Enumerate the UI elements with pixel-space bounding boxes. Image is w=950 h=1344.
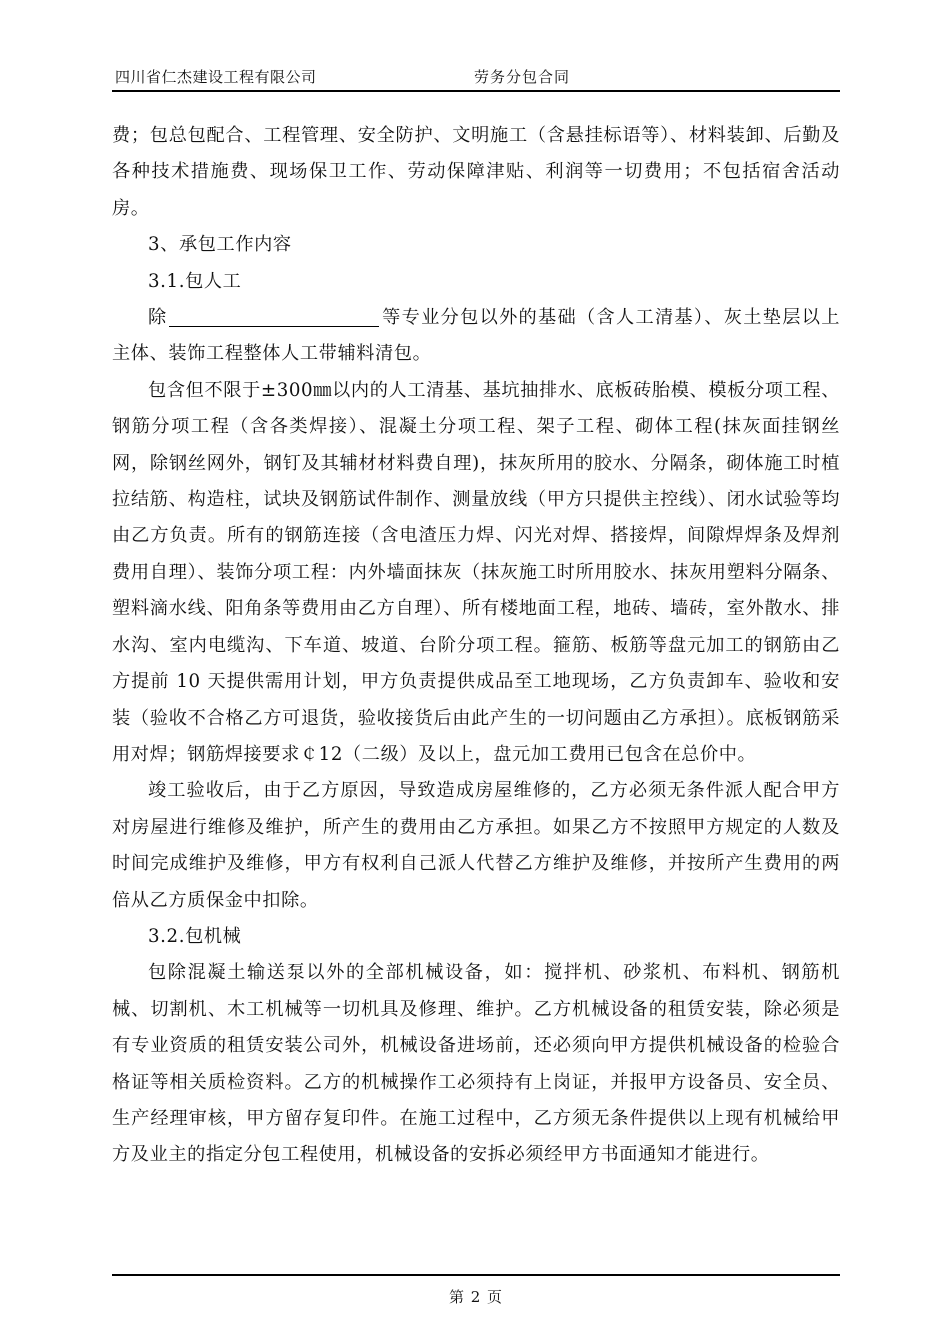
- page-header: [112, 64, 840, 92]
- fill-in-blank: [169, 325, 379, 327]
- page-number: 第 2 页: [448, 1288, 504, 1306]
- section-heading: 3、承包工作内容: [148, 234, 292, 256]
- document-title: 劳务分包合同: [474, 68, 571, 86]
- subsection-heading: 3.1.包人工: [148, 270, 242, 292]
- paragraph: 费；包总包配合、工程管理、安全防护、文明施工（含悬挂标语等）、材料装卸、后勤及各种技术措施费、现场保卫工作、劳动保障津贴、利润等一切费用；不包括宿舍活动房。: [112, 125, 840, 219]
- paragraph: 包除混凝土输送泵以外的全部机械设备，如：搅拌机、砂浆机、布料机、钢筋机械、切割机、木工机械等一切机具及修理、维护。乙方机械设备的租赁安装，除必须是有专业资质的租赁安装公司外，机械设备进场前，还必须向甲方提供机械设备的检验合格证等相关质检资料。乙方的机械操作工必须持有上岗证，并报甲方设备员、安全员、生产经理审核，甲方留存复印件。在施工过程中，乙方须无条件提供以上现有机械给甲方及业主的指定分包工程使用，机械设备的安拆必须经甲方书面通知才能进行。: [112, 962, 840, 1166]
- paragraph: 包含但不限于±300㎜以内的人工清基、基坑抽排水、底板砖胎模、模板分项工程、钢筋分项工程（含各类焊接）、混凝土分项工程、架子工程、砌体工程(抹灰面挂钢丝网，除钢丝网外，钢钉及其辅材材料费自理)，抹灰所用的胶水、分隔条，砌体施工时植拉结筋、构造柱，试块及钢筋试件制作、测量放线（甲方只提供主控线）、闭水试验等均由乙方负责。所有的钢筋连接（含电渣压力焊、闪光对焊、搭接焊，间隙焊焊条及焊剂费用自理）、装饰分项工程：内外墙面抹灰（抹灰施工时所用胶水、抹灰用塑料分隔条、塑料滴水线、阳角条等费用由乙方自理）、所有楼地面工程，地砖、墙砖，室外散水、排水沟、室内电缆沟、下车道、坡道、台阶分项工程。箍筋、板筋等盘元加工的钢筋由乙方提前 10 天提供需用计划，甲方负责提供成品至工地现场，乙方负责卸车、验收和安装（验收不合格乙方可退货，验收接货后由此产生的一切问题由乙方承担）。底板钢筋采用对焊；钢筋焊接要求￠12（二级）及以上，盘元加工费用已包含在总价中。: [112, 379, 840, 765]
- paragraph-rest: 等专业分包以外的基础（含人工清基）、灰土垫层以上主体、装饰工程整体人工带辅料清包。: [112, 307, 840, 365]
- paragraph-lead: 除: [148, 307, 168, 329]
- page-footer: [112, 1274, 840, 1306]
- paragraph: [112, 300, 840, 373]
- company-name: 四川省仁杰建设工程有限公司: [115, 68, 317, 86]
- subsection-heading: 3.2.包机械: [148, 925, 242, 947]
- paragraph: 竣工验收后，由于乙方原因，导致造成房屋维修的，乙方必须无条件派人配合甲方对房屋进行维修及维护，所产生的费用由乙方承担。如果乙方不按照甲方规定的人数及时间完成维护及维修，甲方有权利自己派人代替乙方维护及维修，并按所产生费用的两倍从乙方质保金中扣除。: [112, 780, 840, 911]
- document-body: [112, 118, 840, 1174]
